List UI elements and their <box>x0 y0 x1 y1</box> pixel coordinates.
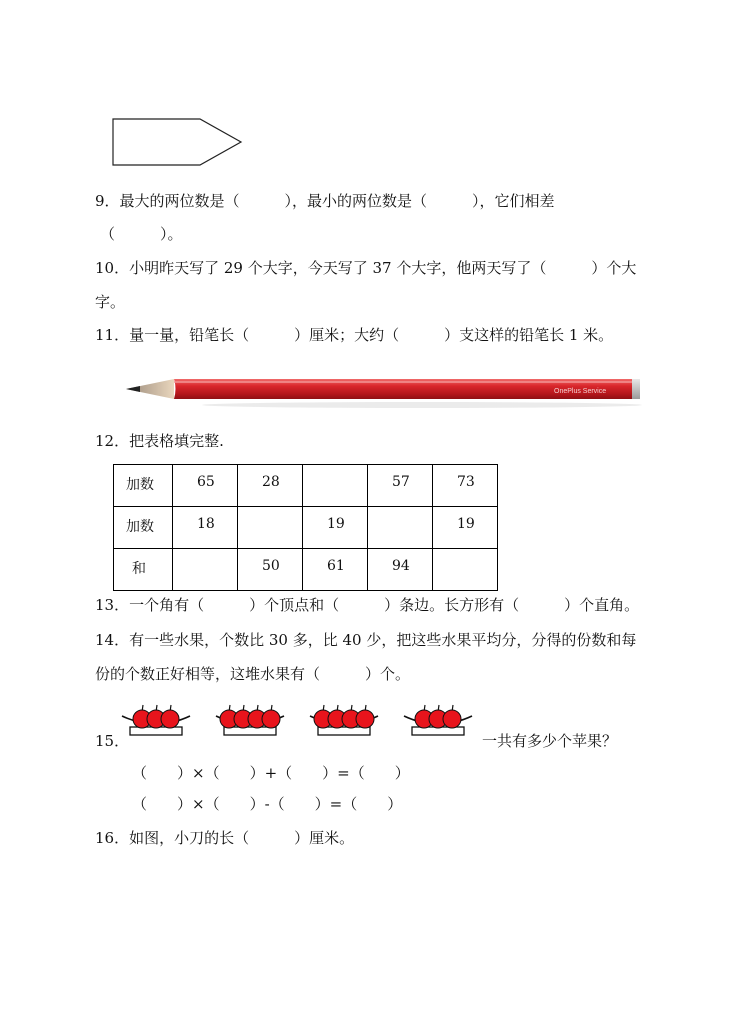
q14-line2: 份的个数正好相等，这堆水果有（ ）个。 <box>95 665 411 683</box>
apple <box>356 710 374 728</box>
table-cell[interactable]: 50 <box>238 549 303 591</box>
table-row <box>114 507 498 549</box>
apple-plate <box>122 705 190 735</box>
q10-line1: 10．小明昨天写了 29 个大字，今天写了 37 个大字，他两天写了（ ）个大 <box>95 259 637 277</box>
table-cell[interactable]: 28 <box>238 465 303 507</box>
apple <box>161 710 179 728</box>
table-cell[interactable]: 94 <box>368 549 433 591</box>
apple-plate <box>310 705 378 735</box>
q11-line1: 11．量一量，铅笔长（ ）厘米；大约（ ）支这样的铅笔长 1 米。 <box>95 326 614 344</box>
apple <box>262 710 280 728</box>
q13-line1: 13．一个角有（ ）个顶点和（ ）条边。长方形有（ ）个直角。 <box>95 596 640 614</box>
table-row <box>114 465 498 507</box>
svg-text:OnePlus Service: OnePlus Service <box>554 388 607 395</box>
q12-line1: 12．把表格填完整. <box>95 432 224 450</box>
q15-question: 一共有多少个苹果？ <box>482 732 618 750</box>
q9-line1: 9．最大的两位数是（ ），最小的两位数是（ ），它们相差 <box>95 192 555 210</box>
table-cell[interactable]: 19 <box>303 507 368 549</box>
table-cell[interactable]: 73 <box>433 465 498 507</box>
q15-number: 15． <box>95 732 130 750</box>
table-cell: 加数 <box>114 507 173 549</box>
table-cell[interactable]: 65 <box>173 465 238 507</box>
q10-line2: 字。 <box>95 293 126 311</box>
q14-line1: 14．有一些水果，个数比 30 多，比 40 少，把这些水果平均分，分得的份数和每 <box>95 631 637 649</box>
apple-plates-figure <box>118 698 482 746</box>
q15-equation-2: （ ）×（ ）-（ ）=（ ） <box>132 795 403 813</box>
table-cell[interactable]: 57 <box>368 465 433 507</box>
apple-plate <box>216 705 284 735</box>
table-cell: 和 <box>114 549 173 591</box>
q15-equation-1: （ ）×（ ）+（ ）=（ ） <box>132 764 410 782</box>
pencil-brand-label <box>554 388 606 395</box>
pencil-image <box>122 372 652 412</box>
table-cell[interactable]: 18 <box>173 507 238 549</box>
addition-table <box>113 464 498 591</box>
q16-line1: 16．如图，小刀的长（ ）厘米。 <box>95 829 355 847</box>
table-cell[interactable] <box>303 465 368 507</box>
table-cell[interactable] <box>368 507 433 549</box>
table-cell[interactable]: 19 <box>433 507 498 549</box>
table-cell: 加数 <box>114 465 173 507</box>
table-row <box>114 549 498 591</box>
pentagon-arrow-shape <box>110 116 246 168</box>
table-cell[interactable] <box>238 507 303 549</box>
table-cell[interactable]: 61 <box>303 549 368 591</box>
apple-plate <box>404 705 472 735</box>
table-cell[interactable] <box>173 549 238 591</box>
table-cell[interactable] <box>433 549 498 591</box>
q9-line2: （ ）。 <box>100 225 183 243</box>
apple <box>443 710 461 728</box>
